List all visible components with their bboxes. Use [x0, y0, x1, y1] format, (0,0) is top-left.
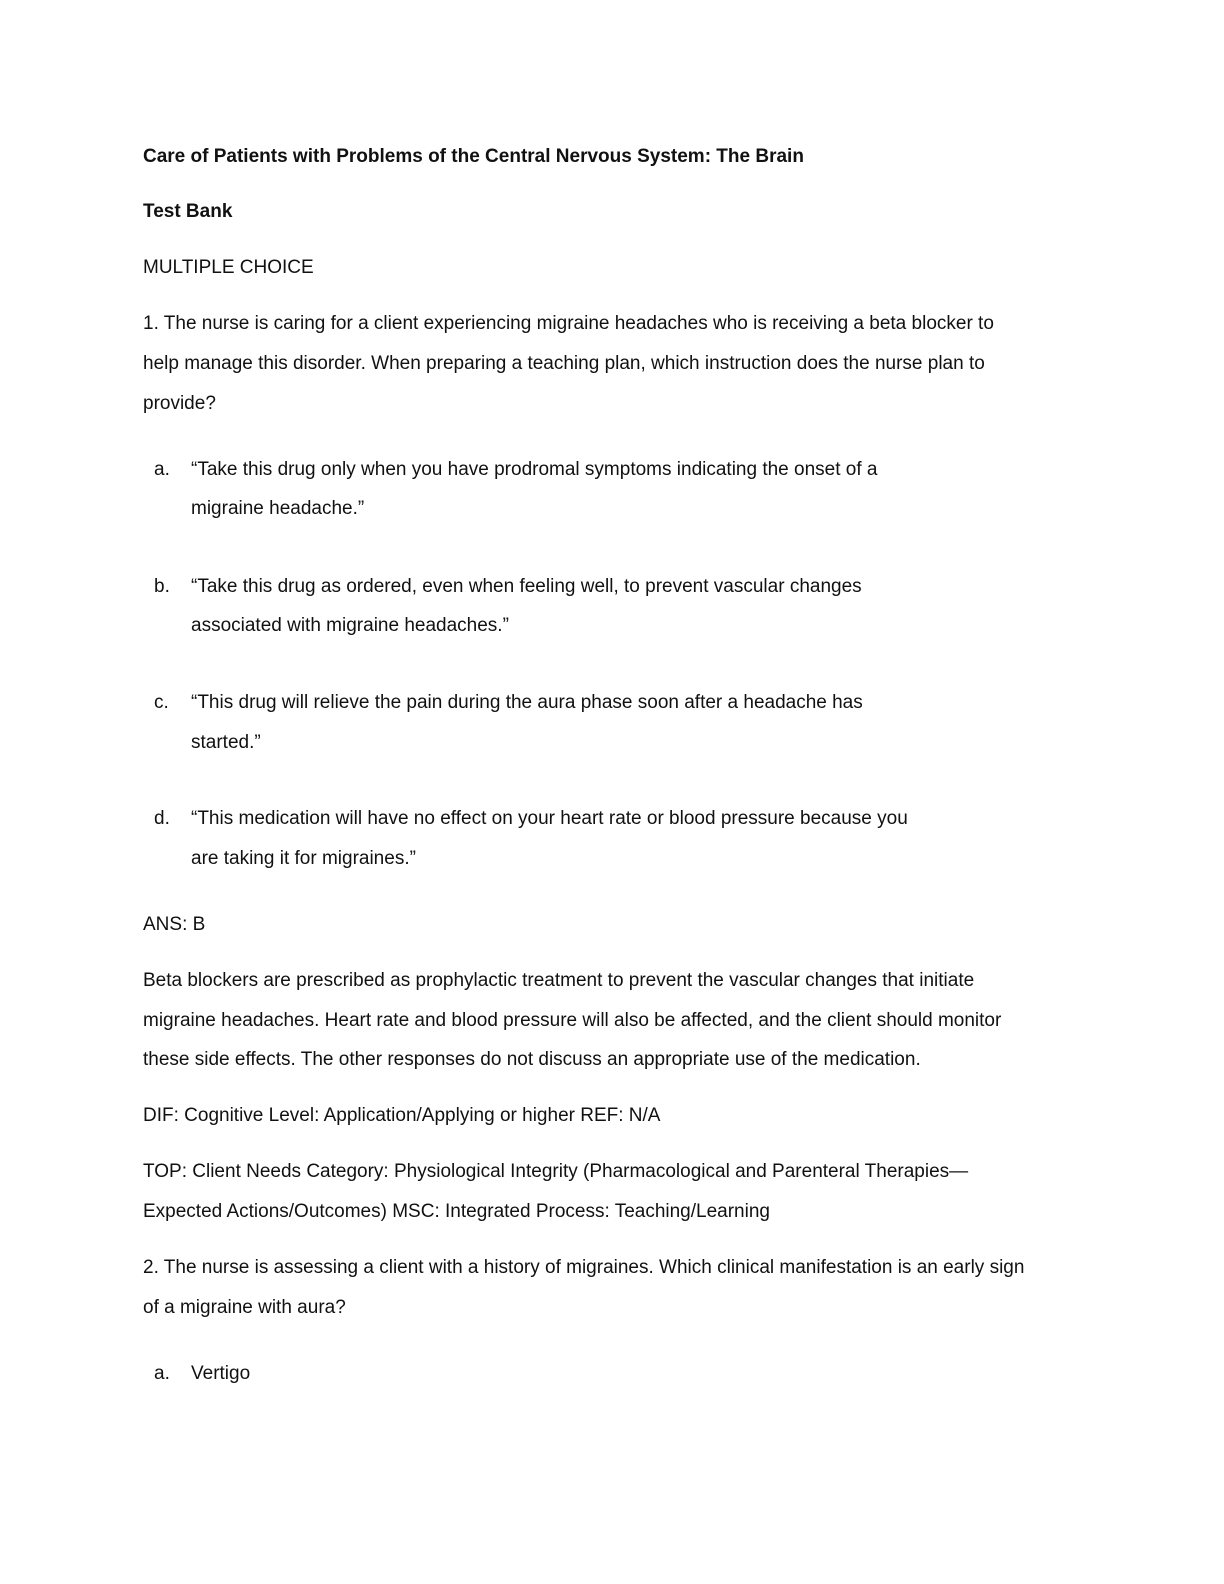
option-text-line: associated with migraine headaches.”	[191, 615, 509, 636]
option-text-line: “This medication will have no effect on your heart rate or blood pressure because you	[191, 808, 908, 829]
document-subtitle: Test Bank	[143, 201, 233, 222]
question-stem-line: provide?	[143, 393, 216, 414]
topic-line: TOP: Client Needs Category: Physiological Integrity (Pharmacological and Parenteral Therapies—	[143, 1161, 969, 1182]
option-letter: a.	[154, 1363, 170, 1384]
option-text-line: Vertigo	[191, 1363, 251, 1384]
question-stem-line: of a migraine with aura?	[143, 1297, 346, 1318]
section-heading: MULTIPLE CHOICE	[143, 257, 314, 278]
question-stem-line: 2. The nurse is assessing a client with a history of migraines. Which clinical manifestation is an early sign	[143, 1257, 1025, 1278]
option-letter: a.	[154, 459, 170, 480]
question-stem-line: 1. The nurse is caring for a client experiencing migraine headaches who is receiving a beta blocker to	[143, 313, 994, 334]
rationale-line: Beta blockers are prescribed as prophylactic treatment to prevent the vascular changes that initiate	[143, 970, 975, 991]
topic-line: Expected Actions/Outcomes) MSC: Integrated Process: Teaching/Learning	[143, 1201, 770, 1222]
option-letter: d.	[154, 808, 170, 829]
rationale-line: migraine headaches. Heart rate and blood pressure will also be affected, and the client should monitor	[143, 1010, 1002, 1031]
option-letter: b.	[154, 576, 170, 597]
option-text-line: “Take this drug as ordered, even when feeling well, to prevent vascular changes	[191, 576, 862, 597]
option-text-line: “This drug will relieve the pain during the aura phase soon after a headache has	[191, 692, 863, 713]
answer-key: ANS: B	[143, 914, 206, 935]
option-letter: c.	[154, 692, 169, 713]
question-stem-line: help manage this disorder. When preparing a teaching plan, which instruction does the nurse plan to	[143, 353, 985, 374]
difficulty-reference: DIF: Cognitive Level: Application/Applying or higher REF: N/A	[143, 1105, 661, 1126]
option-text-line: are taking it for migraines.”	[191, 848, 416, 869]
rationale-line: these side effects. The other responses do not discuss an appropriate use of the medication.	[143, 1049, 921, 1070]
option-text-line: started.”	[191, 732, 261, 753]
option-text-line: “Take this drug only when you have prodromal symptoms indicating the onset of a	[191, 459, 878, 480]
document-title: Care of Patients with Problems of the Central Nervous System: The Brain	[143, 146, 804, 167]
option-text-line: migraine headache.”	[191, 498, 365, 519]
